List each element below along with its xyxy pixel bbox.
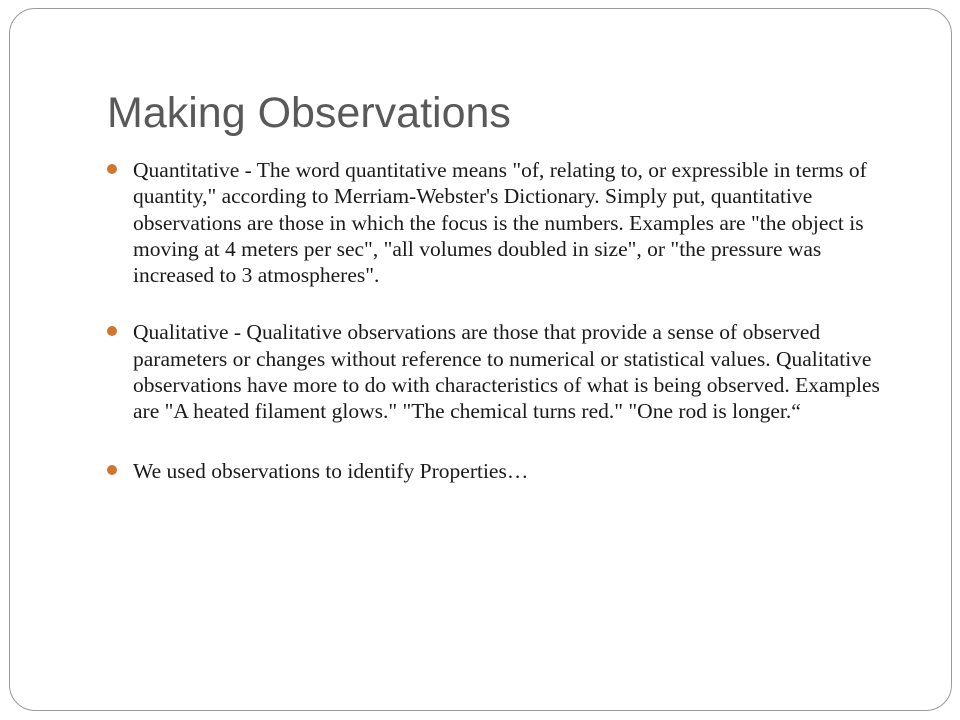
bullet-dot-icon: [107, 164, 117, 174]
slide-title: Making Observations: [107, 89, 511, 137]
bullet-item-properties: [107, 458, 902, 484]
bullet-text-quantitative: Quantitative - The word quantitative means "of, relating to, or expressible in terms of quantity," according to Merriam-Webster's Dictionary. Simply put, quantitative observations are those in which the focus is the numbers. Examples are "the object is moving at 4 meters per sec", "all volumes doubled in size", or "the pressure was increased to 3 atmospheres".: [133, 158, 867, 288]
bullet-dot-icon: [107, 465, 117, 475]
bullet-item-qualitative: [107, 319, 902, 424]
bullet-item-quantitative: [107, 157, 902, 288]
bullet-text-qualitative: Qualitative - Qualitative observations are those that provide a sense of observed parameters or changes without reference to numerical or statistical values. Qualitative observations have more to do with characteristics of what is being observed. Examples are "A heated filament glows." "The chemical turns red." "One rod is longer.“: [133, 320, 880, 424]
bullet-dot-icon: [107, 326, 117, 336]
bullet-text-properties: We used observations to identify Properties…: [133, 458, 529, 483]
bullet-list: [107, 157, 902, 484]
